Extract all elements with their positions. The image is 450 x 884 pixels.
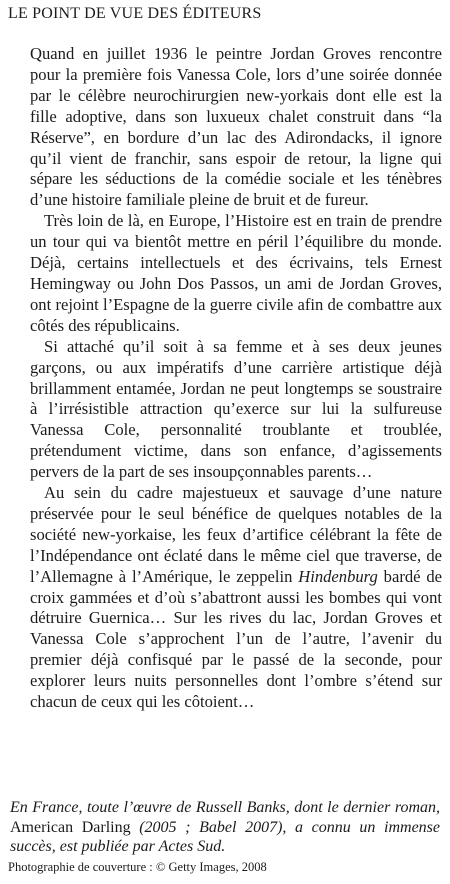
author-note-end: (2005 ; Babel 2007), a connu un immense succès, est publiée par Actes Sud. xyxy=(10,818,441,855)
paragraph-3: Si attaché qu’il soit à sa femme et à ses deux jeunes garçons, ou aux impératifs d’une carrière artistique déjà brillamment entamée, Jordan ne peut longtemps se soustraire à l’irrésistible attraction qu’exerce sur lui la sulfureuse Vanessa Cole, personnalité troublante et troublée, prétendument victime, dans son enfance, d’agissements pervers de la part de ses insoupçonnables parents… xyxy=(30,336,442,482)
paragraph-4-start: Au sein du cadre majestueux et sauvage d’une nature préservée pour le seul bénéfice de quelques notables de la société new-yorkaise, les feux d’artifice célébrant la fête de l’Indépendance ont éclaté dans le même ciel que traverse, de l’Allemagne à l’Amérique, le zeppelin xyxy=(30,483,442,586)
photo-credit: Photographie de couverture : © Getty Images, 2008 xyxy=(8,860,267,874)
paragraph-2: Très loin de là, en Europe, l’Histoire est en train de prendre un tour qui va bientôt mettre en péril l’équilibre du monde. Déjà, certains intellectuels et des écrivains, tels Ernest Hemingway ou John Dos Passos, un ami de Jordan Groves, ont rejoint l’Espagne de la guerre civile afin de combattre aux côtés des républicains. xyxy=(30,211,442,335)
novel-title: American Darling xyxy=(10,818,140,836)
summary-text xyxy=(30,44,442,713)
author-note xyxy=(10,798,440,857)
paragraph-1: Quand en juillet 1936 le peintre Jordan Groves rencontre pour la première fois Vanessa Cole, lors d’une soirée donnée par le célèbre neurochirurgien new-yorkais dont elle est la fille adoptive, dans son luxueux chalet construit dans “la Réserve”, en bordure d’un lac des Adirondacks, il ignore qu’il vient de franchir, sans espoir de retour, la ligne qui sépare les séductions de la comédie sociale et les ténèbres d’une histoire familiale pleine de bruit et de fureur. xyxy=(30,44,442,210)
paragraph-4-end: bardé de croix gammées et d’où s’abattront aussi les bombes qui vont détruire Guernica… Sur les rives du lac, Jordan Groves et Vanessa Cole s’approchent l’un de l’autre, l’avenir du premier déjà confisqué par le passé de la seconde, pour explorer leurs nuits personnelles dont l’ombre s’étend sur chacun de ceux qui les côtoient… xyxy=(30,566,442,712)
author-note-start: En France, toute l’œuvre de Russell Banks, dont le dernier roman, xyxy=(10,799,440,816)
section-heading: LE POINT DE VUE DES ÉDITEURS xyxy=(8,5,262,22)
zeppelin-name: Hindenburg xyxy=(298,566,378,586)
paragraph-4 xyxy=(30,483,442,713)
